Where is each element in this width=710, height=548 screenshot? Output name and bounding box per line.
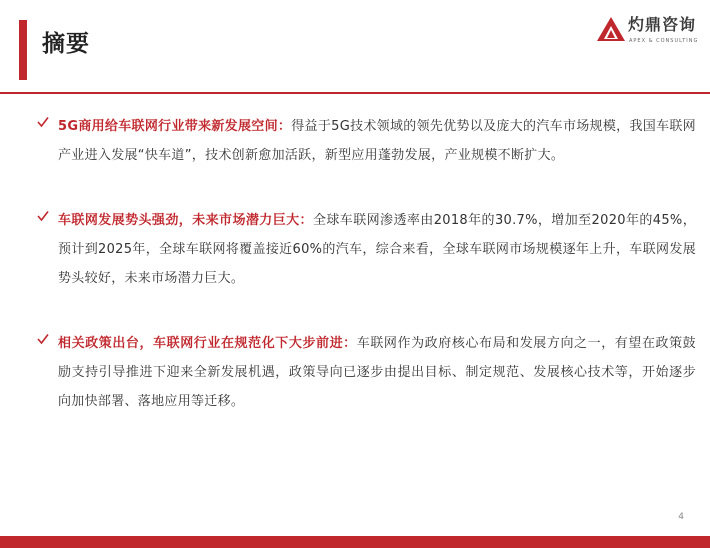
- page-number: 4: [678, 512, 684, 522]
- header-divider: [0, 92, 710, 94]
- summary-item-body: 车联网作为政府核心布局和发展方向之一，有望在政策鼓励支持引导推进下迎来全新发展机遇，政策导向已逐步由提出目标、制定规范、发展核心技术等，开始逐步向加快部署、落地应用等迁移。: [58, 336, 696, 409]
- check-icon: [36, 115, 50, 129]
- summary-item-body: 得益于5G技术领域的领先优势以及庞大的汽车市场规模，我国车联网产业进入发展“快车道”，技术创新愈加活跃，新型应用蓬勃发展，产业规模不断扩大。: [58, 119, 696, 163]
- summary-item-text: [58, 112, 696, 170]
- footer-bar: [0, 536, 710, 548]
- summary-item-policy: [36, 329, 696, 416]
- summary-item-5g: [36, 112, 696, 170]
- logo-name: 灼鼎咨询: [628, 15, 697, 34]
- summary-item-body: 全球车联网渗透率由2018年的30.7%，增加至2020年的45%，预计到2025年，全球车联网将覆盖接近60%的汽车，综合来看，全球车联网市场规模逐年上升，车联网发展势头较好，未来市场潜力巨大。: [58, 213, 696, 286]
- summary-list: [36, 112, 696, 452]
- summary-item-market: [36, 206, 696, 293]
- check-icon: [36, 209, 50, 223]
- summary-item-heading: 车联网发展势头强劲，未来市场潜力巨大：: [58, 213, 313, 228]
- summary-item-text: [58, 206, 696, 293]
- logo-triangle-icon: [596, 16, 626, 42]
- title-accent-bar: [19, 20, 27, 80]
- logo-tagline: APEX & CONSULTING: [629, 38, 699, 44]
- company-logo: [596, 14, 702, 48]
- check-icon: [36, 332, 50, 346]
- summary-item-heading: 相关政策出台，车联网行业在规范化下大步前进：: [58, 336, 357, 351]
- page-title: 摘要: [42, 31, 90, 57]
- summary-item-heading: 5G商用给车联网行业带来新发展空间：: [58, 119, 292, 134]
- summary-item-text: [58, 329, 696, 416]
